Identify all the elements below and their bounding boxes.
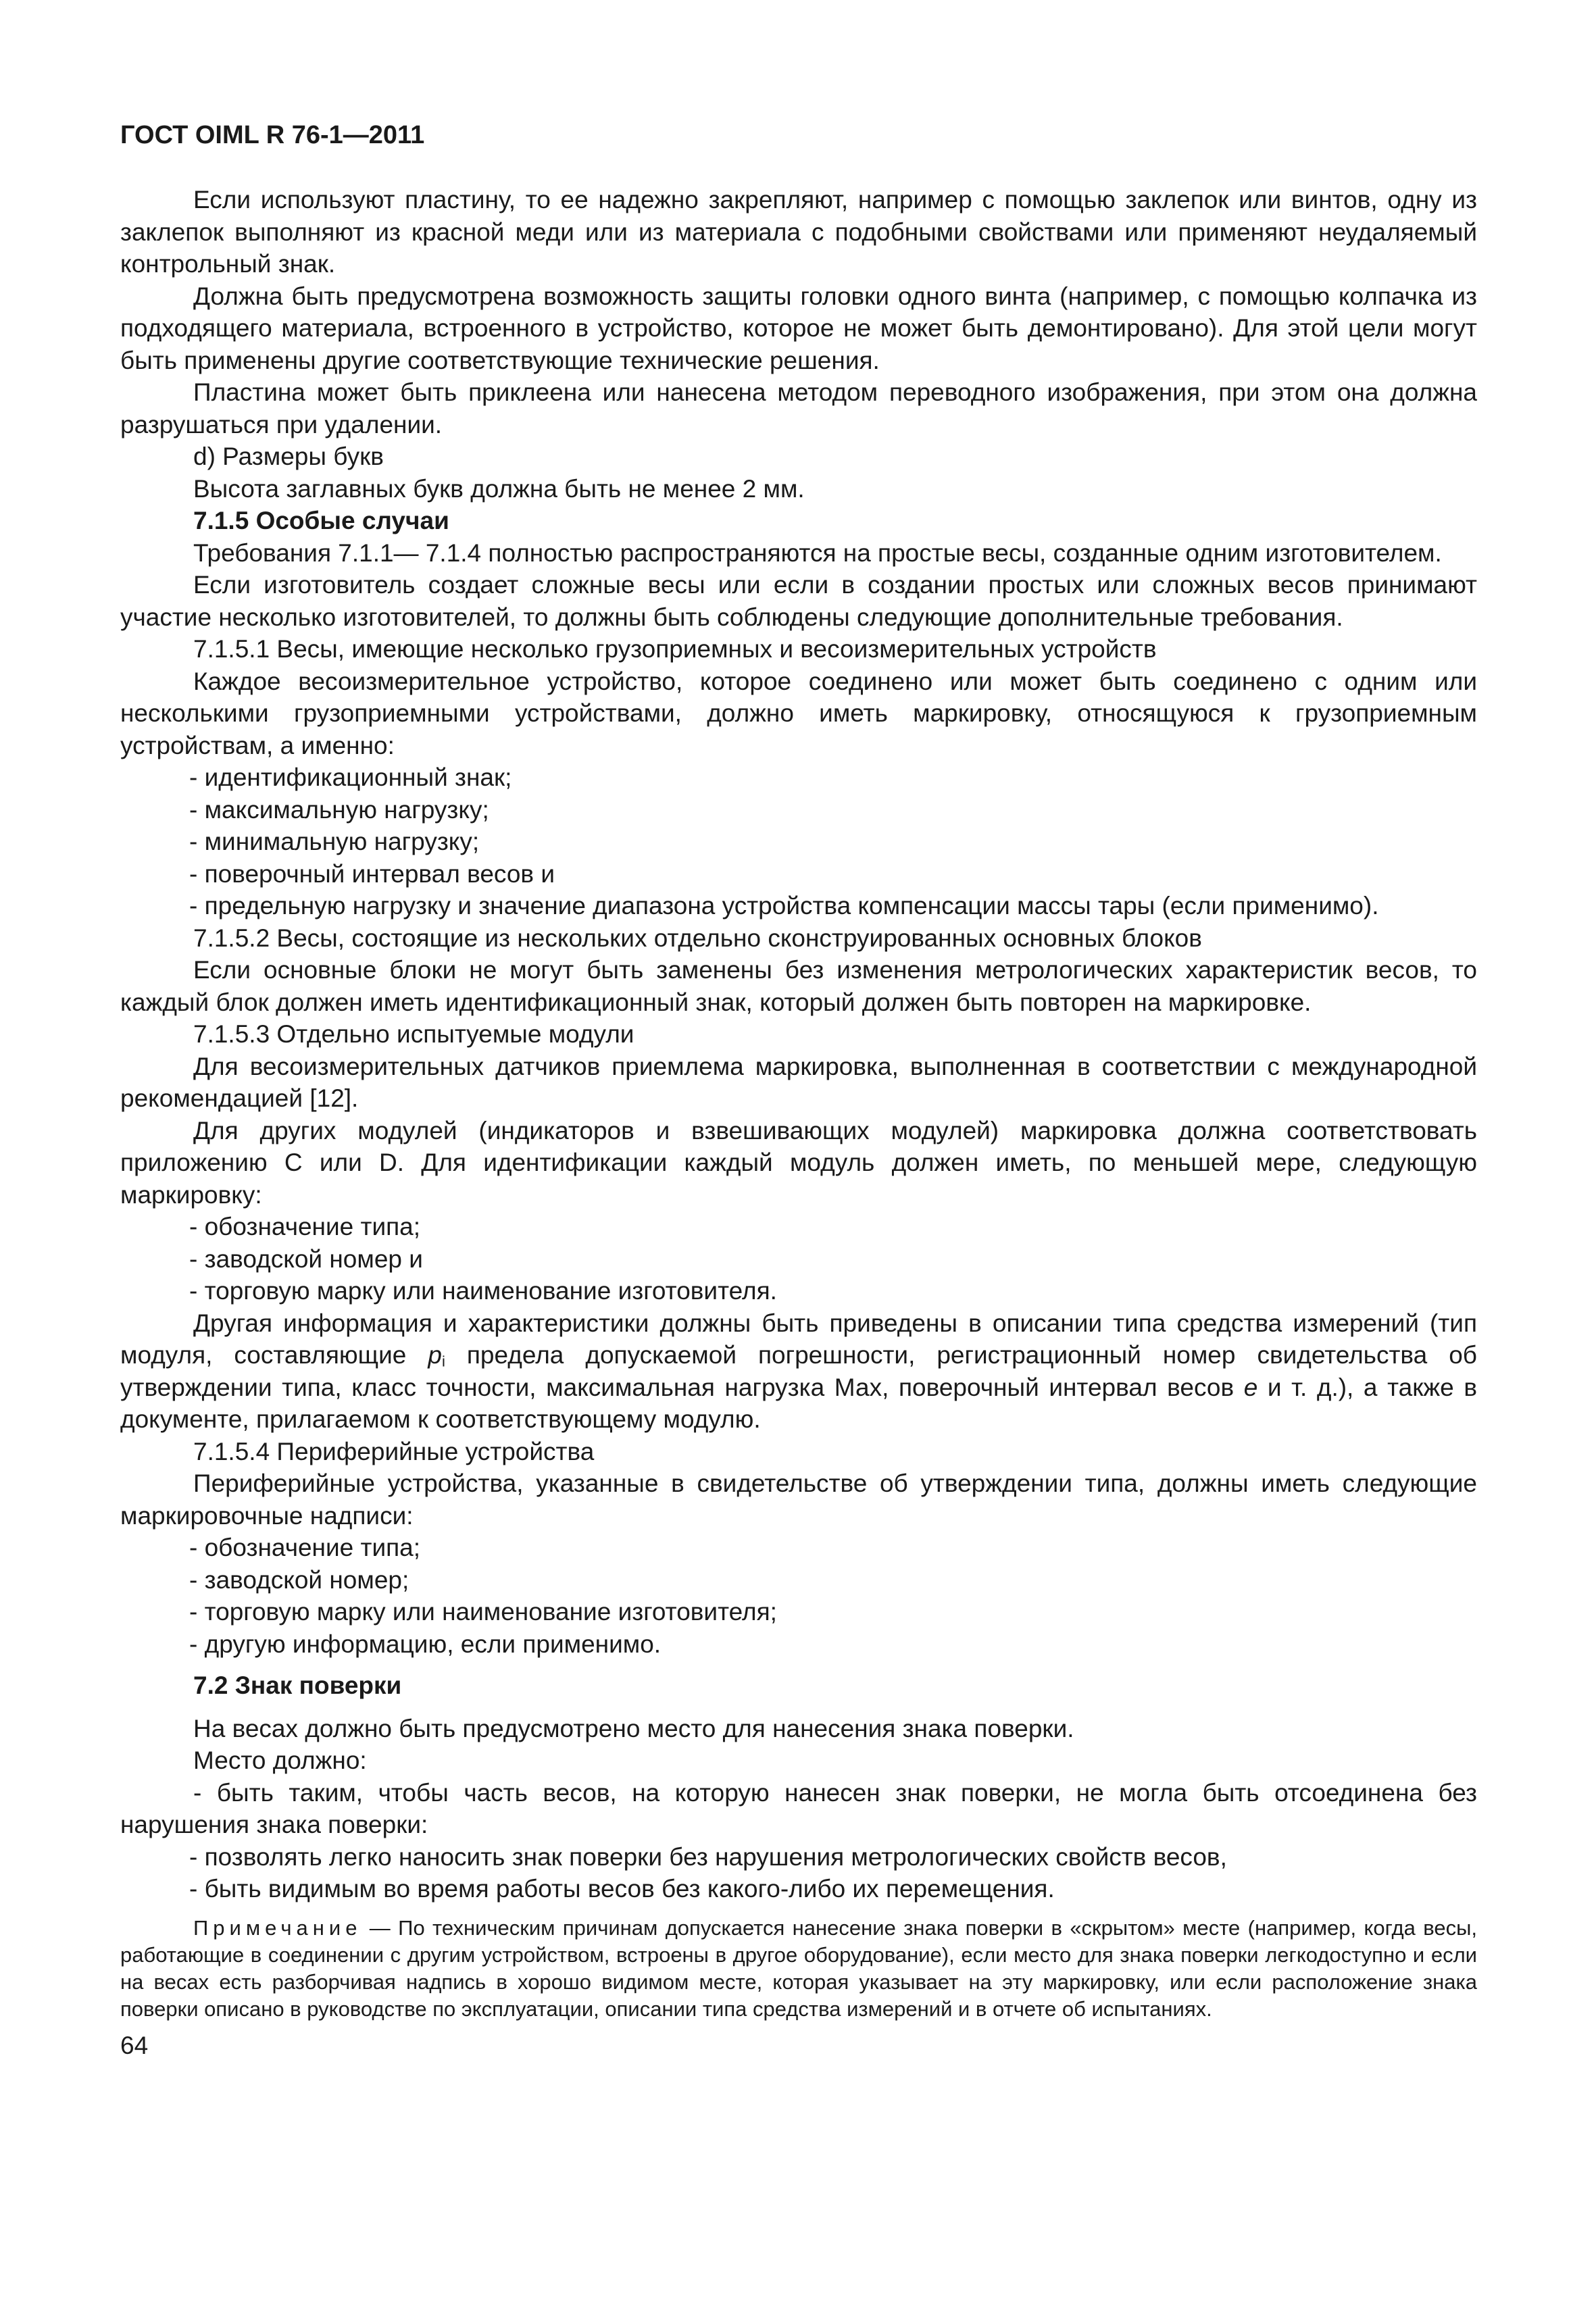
list-item: - максимальную нагрузку; [189, 795, 489, 824]
list-item: - обозначение типа; [189, 1213, 421, 1240]
list-item: - поверочный интервал весов и [189, 859, 555, 888]
page-number: 64 [120, 2031, 149, 2059]
list-item: - минимальную нагрузку; [189, 828, 480, 855]
document-page [120, 120, 1477, 2061]
list-item: - торговую марку или наименование изготовителя; [189, 1598, 777, 1626]
list-item: - обозначение типа; [189, 1534, 421, 1561]
note-text: — По техническим причинам допускается нанесение знака поверки в «скрытом» месте (например, когда весы, работающие в соединении с другим устройством, встроены в другое оборудование), если место для знака поверки легкодоступно и если на весах есть разборчивая надпись в хорошо видимом месте, которая указывает на эту маркировку, или если расположение знака поверки описано в руководстве по эксплуатации, описании типа средства измерений и в отчете об испытаниях. [120, 1915, 1477, 2021]
subsection-title: 7.1.5.3 Отдельно испытуемые модули [193, 1020, 634, 1048]
subsection-title: 7.1.5.1 Весы, имеющие несколько грузоприемных и весоизмерительных устройств [193, 635, 1157, 663]
paragraph: Если изготовитель создает сложные весы или если в создании простых или сложных весов принимают участие несколько изготовителей, то должны быть соблюдены следующие дополнительные требования. [120, 571, 1477, 631]
list-item: - заводской номер и [189, 1244, 423, 1273]
paragraph: Место должно: [193, 1746, 367, 1774]
text-run: предела допускаемой погрешности, регистрационный номер свидетельства об утверждении типа, класс точности, максимальная нагрузка Мах, поверочный интервал весов [120, 1341, 1477, 1401]
list-item: - быть видимым во время работы весов без какого-либо их перемещения. [189, 1875, 1055, 1903]
paragraph [120, 1307, 1477, 1436]
list-item: - идентификационный знак; [189, 763, 512, 791]
paragraph: Для весоизмерительных датчиков приемлема маркировка, выполненная в соответствии с международной рекомендацией [12]. [120, 1052, 1477, 1112]
variable-e: е [1243, 1373, 1258, 1401]
paragraph: Для других модулей (индикаторов и взвешивающих модулей) маркировка должна соответствовать приложению С или D. Для идентификации каждый модуль должен иметь, по меньшей мере, следующую маркировку: [120, 1116, 1477, 1209]
list-item: - торговую марку или наименование изготовителя. [189, 1277, 777, 1305]
paragraph: Каждое весоизмерительное устройство, которое соединено или может быть соединено с одним или несколькими грузоприемными устройствами, должно иметь маркировку, относящуюся к грузоприемным устройствам, а именно: [120, 667, 1477, 759]
list-item: - заводской номер; [189, 1565, 409, 1594]
paragraph: Пластина может быть приклеена или нанесена методом переводного изображения, при этом она должна разрушаться при удалении. [120, 378, 1477, 438]
text-run: и т. д.), а также в документе, прилагаемом к соответствующему модулю. [120, 1373, 1477, 1433]
paragraph: d) Размеры букв [193, 443, 384, 470]
paragraph: Если основные блоки не могут быть заменены без изменения метрологических характеристик весов, то каждый блок должен иметь идентификационный знак, который должен быть повторен на маркировке. [120, 956, 1477, 1016]
list-item: - другую информацию, если применимо. [189, 1630, 662, 1658]
text-run: Другая информация и характеристики должны быть приведены в описании типа средства измерений (тип модуля, составляющие [120, 1309, 1477, 1369]
note [120, 1915, 1477, 2023]
paragraph: Периферийные устройства, указанные в свидетельстве об утверждении типа, должны иметь следующие маркировочные надписи: [120, 1469, 1477, 1530]
paragraph: На весах должно быть предусмотрено место для нанесения знака поверки. [193, 1714, 1074, 1742]
document-body [120, 184, 1477, 2023]
subsection-title: 7.1.5.2 Весы, состоящие из нескольких отдельно сконструированных основных блоков [193, 924, 1202, 952]
note-lead: Примечание [193, 1915, 362, 1940]
paragraph: - быть таким, чтобы часть весов, на которую нанесен знак поверки, не могла быть отсоединена без нарушения знака поверки: [120, 1778, 1477, 1838]
variable-p: p [428, 1341, 442, 1369]
paragraph: Высота заглавных букв должна быть не менее 2 мм. [193, 474, 805, 503]
list-item: - предельную нагрузку и значение диапазона устройства компенсации массы тары (если применимо). [189, 892, 1379, 920]
paragraph: Должна быть предусмотрена возможность защиты головки одного винта (например, с помощью колпачка из подходящего материала, встроенного в устройство, которое не может быть демонтировано). Для этой цели могут быть применены другие соответствующие технические решения. [120, 282, 1477, 374]
section-heading-7-1-5: 7.1.5 Особые случаи [193, 507, 449, 534]
list-item: - позволять легко наносить знак поверки без нарушения метрологических свойств весов, [189, 1842, 1227, 1871]
subsection-title: 7.1.5.4 Периферийные устройства [193, 1437, 595, 1465]
document-header: ГОСТ OIML R 76-1—2011 [120, 121, 425, 149]
section-heading-7-2: 7.2 Знак поверки [193, 1671, 402, 1699]
paragraph: Требования 7.1.1— 7.1.4 полностью распространяются на простые весы, созданные одним изготовителем. [193, 538, 1442, 567]
paragraph: Если используют пластину, то ее надежно закрепляют, например с помощью заклепок или винтов, одну из заклепок выполняют из красной меди или из материала с подобными свойствами или применяют неудаляемый контрольный знак. [120, 186, 1477, 278]
subscript-i: i [441, 1353, 445, 1370]
